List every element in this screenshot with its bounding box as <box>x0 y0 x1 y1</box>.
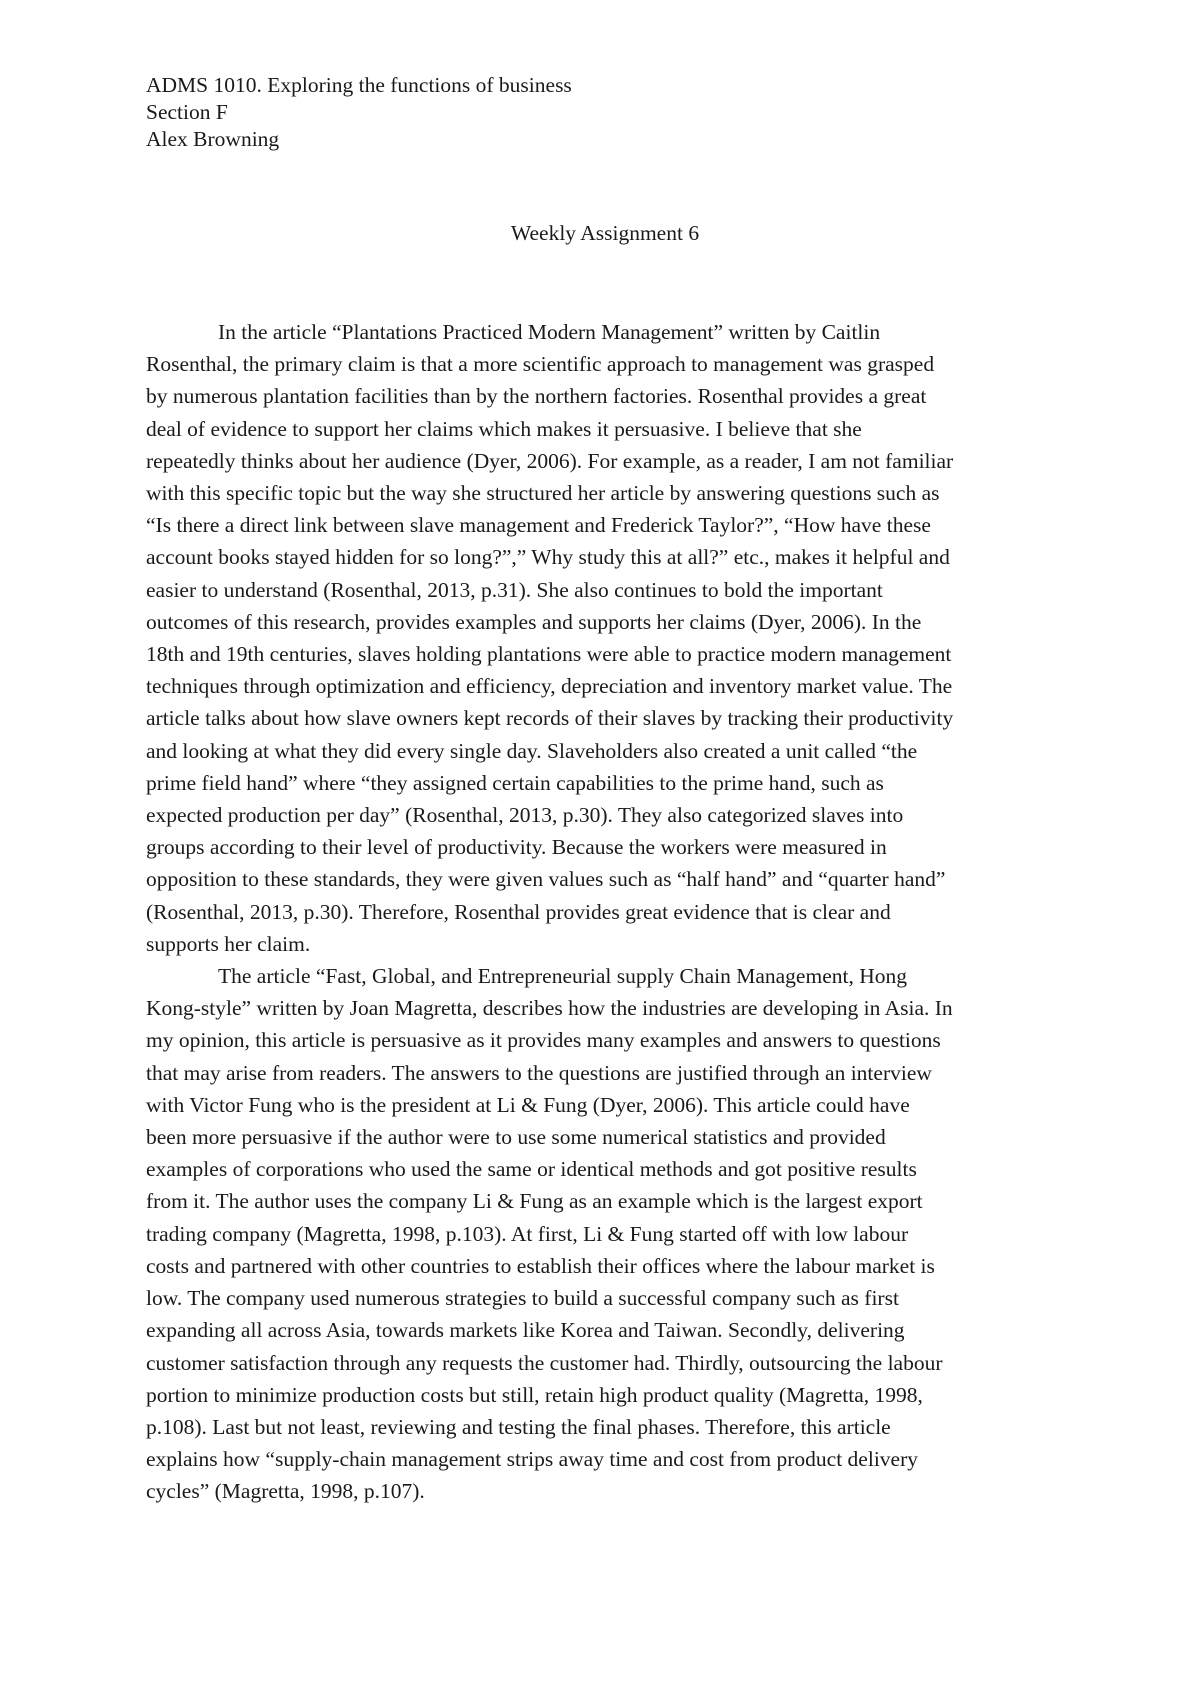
text-line: costs and partnered with other countries to establish their offices where the labour market is <box>146 1253 935 1278</box>
text-line: with Victor Fung who is the president at Li & Fung (Dyer, 2006). This article could have <box>146 1092 910 1117</box>
course-line: ADMS 1010. Exploring the functions of business <box>146 73 572 97</box>
text-line: prime field hand” where “they assigned certain capabilities to the prime hand, such as <box>146 770 884 795</box>
text-line: “Is there a direct link between slave management and Frederick Taylor?”, “How have these <box>146 513 931 538</box>
paragraph <box>146 960 1066 1507</box>
section-line: Section F <box>146 100 228 124</box>
text-line: by numerous plantation facilities than by the northern factories. Rosenthal provides a great <box>146 384 927 409</box>
text-line: techniques through optimization and efficiency, depreciation and inventory market value. The <box>146 674 953 699</box>
text-line: from it. The author uses the company Li & Fung as an example which is the largest export <box>146 1189 923 1214</box>
document-title: Weekly Assignment 6 <box>510 221 700 245</box>
author-line: Alex Browning <box>146 127 280 151</box>
text-line: that may arise from readers. The answers to the questions are justified through an interview <box>146 1060 932 1085</box>
text-line: my opinion, this article is persuasive as it provides many examples and answers to questions <box>146 1028 941 1053</box>
text-line: easier to understand (Rosenthal, 2013, p.31). She also continues to bold the important <box>146 577 883 602</box>
text-line: repeatedly thinks about her audience (Dyer, 2006). For example, as a reader, I am not familiar <box>146 448 954 473</box>
text-line: supports her claim. <box>146 931 311 956</box>
document-body <box>146 316 1066 1508</box>
text-line: outcomes of this research, provides examples and supports her claims (Dyer, 2006). In the <box>146 609 922 634</box>
text-line: low. The company used numerous strategies to build a successful company such as first <box>146 1286 899 1311</box>
text-line: examples of corporations who used the same or identical methods and got positive results <box>146 1157 917 1182</box>
text-line: been more persuasive if the author were to use some numerical statistics and provided <box>146 1125 886 1150</box>
document-header <box>146 72 572 153</box>
text-line: Rosenthal, the primary claim is that a more scientific approach to management was grasped <box>146 352 935 377</box>
text-line: cycles” (Magretta, 1998, p.107). <box>146 1479 425 1504</box>
text-line: The article “Fast, Global, and Entrepreneurial supply Chain Management, Hong <box>218 964 907 989</box>
text-line: explains how “supply-chain management strips away time and cost from product delivery <box>146 1447 918 1472</box>
text-line: opposition to these standards, they were given values such as “half hand” and “quarter hand” <box>146 867 946 892</box>
text-line: article talks about how slave owners kept records of their slaves by tracking their productivity <box>146 706 954 731</box>
text-line: portion to minimize production costs but still, retain high product quality (Magretta, 1998, <box>146 1382 923 1407</box>
text-line: Kong-style” written by Joan Magretta, describes how the industries are developing in Asia. In <box>146 996 953 1021</box>
text-line: and looking at what they did every single day. Slaveholders also created a unit called “the <box>146 738 918 763</box>
paragraph <box>146 316 1066 960</box>
text-line: groups according to their level of productivity. Because the workers were measured in <box>146 835 887 860</box>
text-line: customer satisfaction through any requests the customer had. Thirdly, outsourcing the labour <box>146 1350 943 1375</box>
text-line: (Rosenthal, 2013, p.30). Therefore, Rosenthal provides great evidence that is clear and <box>146 899 891 924</box>
text-line: with this specific topic but the way she structured her article by answering questions such as <box>146 481 940 506</box>
text-line: account books stayed hidden for so long?”,” Why study this at all?” etc., makes it helpful and <box>146 545 950 570</box>
text-line: In the article “Plantations Practiced Modern Management” written by Caitlin <box>218 320 881 344</box>
text-line: p.108). Last but not least, reviewing and testing the final phases. Therefore, this article <box>146 1414 891 1439</box>
text-line: expanding all across Asia, towards markets like Korea and Taiwan. Secondly, delivering <box>146 1318 905 1343</box>
text-line: deal of evidence to support her claims which makes it persuasive. I believe that she <box>146 416 862 441</box>
text-line: trading company (Magretta, 1998, p.103). At first, Li & Fung started off with low labour <box>146 1221 909 1246</box>
text-line: expected production per day” (Rosenthal, 2013, p.30). They also categorized slaves into <box>146 803 904 828</box>
text-line: 18th and 19th centuries, slaves holding plantations were able to practice modern management <box>146 642 952 667</box>
